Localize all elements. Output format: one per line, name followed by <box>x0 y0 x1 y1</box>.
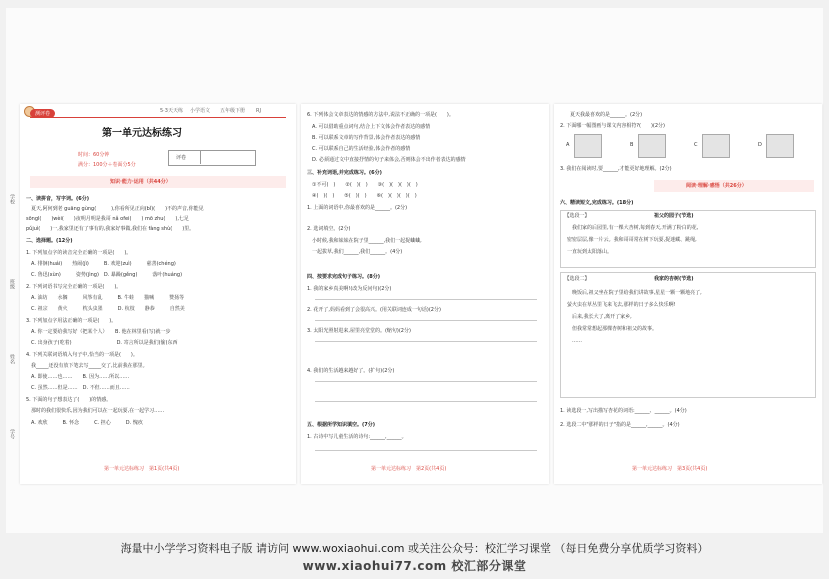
passage-title-1: 祖父的园子(节选) <box>654 213 694 219</box>
q-line: 五、根据所学知识填空。(7分) <box>307 422 376 428</box>
answer-line <box>315 450 537 451</box>
q-line: 密密层层,像一片云。我和哥哥常在树下玩耍,捉迷藏、跳绳, <box>562 237 697 243</box>
page-footer: 第一单元达标练习 第2页(共4页) <box>371 466 447 472</box>
q-line: 2. 下列词语书写完全正确的一项是( )。 <box>26 284 122 290</box>
page-footer: 第一单元达标练习 第1页(共4页) <box>104 466 180 472</box>
q-line: 4. 我们的生活越来越好了。(扩句)(2分) <box>307 368 395 374</box>
q-line: C. 可以联系自己的生活经验,体会作者的感情 <box>307 146 411 152</box>
q-line: 小时候,我和妹妹在院子里______,我们一起捉蛐蛐, <box>307 238 422 244</box>
q-line: 六、精读短文,完成练习。(18分) <box>560 200 634 206</box>
option-picture <box>766 134 794 158</box>
q-line: ①不可( ) ②( )( ) ③( )( )( )( ) <box>307 182 418 188</box>
q-line: D. 必须通过文中直接抒情的句子来体会,否则体会不出作者表达的感情 <box>307 157 466 163</box>
q-line: 后来,我长大了,离开了家乡, <box>562 314 632 320</box>
score-box-divider <box>200 150 201 164</box>
q-line: 但我常常想起那棵杏树和祖父的故事。 <box>562 326 658 332</box>
answer-line <box>315 320 537 321</box>
q-line: 1. 古诗中写儿童生活的诗句:______,______。 <box>307 434 407 440</box>
q-line: C. 虽然……但是…… D. 不但……而且…… <box>26 385 130 391</box>
q-line: B. 可以联系文章的写作背景,体会作者表达的感情 <box>307 135 421 141</box>
q-line: 【选段二】 <box>562 276 590 282</box>
answer-line <box>315 381 537 382</box>
score-box-label: 评卷 <box>176 155 187 161</box>
q-line: 6. 下列体会文章表达的情感的方法中,说法不正确的一项是( )。 <box>307 112 454 118</box>
option-label: B <box>630 142 634 148</box>
answer-line <box>315 299 537 300</box>
option-picture <box>702 134 730 158</box>
q-line: 那时的我们很快乐,因为我们可以在一起玩耍,在一起学习…… <box>26 408 165 414</box>
test-badge: 测评卷 <box>30 109 55 118</box>
watermark-text: www.xiaohui77.com 校汇部分课堂 <box>302 559 527 573</box>
answer-line <box>315 401 537 402</box>
q-line: 2. 选段二中"那样的日子"指的是______,______。(4分) <box>560 422 680 428</box>
header-grade: 五年级下册 <box>220 108 246 114</box>
section-band-title: 阅读·理解·感悟（共26分） <box>686 183 747 189</box>
q-line: A. 油坊 水搁 风筝有乱 B. 牛蛙 猫喊 赞扬等 <box>26 295 185 301</box>
time-limit: 时间：60分钟 <box>78 152 110 158</box>
q-line: A. 你一定要给我写好（把某个人） B. 他在林里看(写)就一步 <box>26 329 171 335</box>
q-line: A. 即使……也…… B. 因为……所以…… <box>26 374 130 380</box>
q-line: 4. 下列关联词语填入句子中,恰当的一项是( )。 <box>26 352 138 358</box>
q-line: …… <box>562 338 583 344</box>
q-line: pǔjuì( )一,我家里还有了事有的,我家好事做,我们在 fàng shù( )里。 <box>26 226 195 232</box>
q-line: 萤火虫在草丛里飞来飞去,那样的日子多么快乐啊! <box>562 302 676 308</box>
option-picture <box>574 134 602 158</box>
q-line: 【选段一】 <box>562 213 590 219</box>
q-line: 2. 下面哪一幅图画与课文内容相符?( )(2分) <box>560 123 665 129</box>
q-line: 我_____还没有放下笔去写_____交了,比前我在那里。 <box>26 363 148 369</box>
q-line: C. 出身孩子(吃着) D. 寄言所以是我们(偷)东西 <box>26 340 178 346</box>
answer-line <box>315 341 537 342</box>
q-line: A. 欢欣 B. 怀念 C. 担心 D. 愧疚 <box>26 420 143 426</box>
q-line: 我们家的后园里,有一棵大杏树,每到春天,开满了粉白的花, <box>562 225 699 231</box>
header-edition: RJ <box>256 108 261 114</box>
exam-page-3 <box>554 104 822 484</box>
q-line: 晚饭后,祖父坐在院子里给我们讲故事,星星一颗一颗地亮了, <box>562 290 702 296</box>
q-line: 四、按要求完成句子练习。(8分) <box>307 274 381 280</box>
q-line: 2. 花开了,妈妈看到了会很高兴。(用关联词连成一句话)(2分) <box>307 307 441 313</box>
q-line: 1. 读选段一,写出描写杏花的词语:______、______。(4分) <box>560 408 687 414</box>
q-line: 一起拔草,我们______,我们______。(4分) <box>307 249 403 255</box>
q-line: 1. 我的家乡真美啊!(改为反问句)(2分) <box>307 286 392 292</box>
option-label: D <box>758 142 762 148</box>
full-score: 满分：100分＋卷面分5分 <box>78 162 136 168</box>
q-line: 三、补充词语,并完成练习。(6分) <box>307 170 382 176</box>
q-line: 二、选择题。(12分) <box>26 238 73 244</box>
side-label-number: 学号 <box>9 429 15 439</box>
q-line: 夏天我最喜欢的是______。(2分) <box>560 112 643 118</box>
exam-page-2 <box>301 104 549 484</box>
q-line: 1. 上面的词语中,你最喜欢的是______。(2分) <box>307 205 408 211</box>
q-line: 一直玩到太阳落山。 <box>562 249 613 255</box>
q-line: 2. 选词填空。(2分) <box>307 226 351 232</box>
q-line: 1. 下列加点字的读音完全正确的一项是( )。 <box>26 250 132 256</box>
promo-caption: 海量中小学学习资料电子版 请访问 www.woxiaohui.com 或关注公众号：校汇学习课堂 （每日免费分享优质学习资料） <box>120 542 709 555</box>
page-footer: 第一单元达标练习 第3页(共4页) <box>632 466 708 472</box>
side-label-name: 姓名 <box>9 354 15 364</box>
q-line: 一、读拼音，写字词。(6分) <box>26 196 90 202</box>
q-line: ④( )( ) ⑤( )( ) ⑥( )( )( )( ) <box>307 193 417 199</box>
page-title: 第一单元达标练习 <box>102 128 182 139</box>
option-label: C <box>694 142 698 148</box>
q-line: 3. 我们在阅读时,要______,才能更好地理解。(2分) <box>560 166 672 172</box>
passage-title-2: 我家的杏树(节选) <box>654 276 694 282</box>
q-line: A. 可以借助重点词句,结合上下文体会作者表达的感情 <box>307 124 431 130</box>
q-line: 夏天,阿何到老 guāng gùnɡ( ),你看所见正向(bǐ)( )不的声音,你能见 <box>26 206 204 212</box>
scanned-sheet <box>6 8 823 533</box>
q-line: 5. 下面的句子想表达了( )的情感。 <box>26 397 112 403</box>
side-label-class: 班级 <box>9 279 15 289</box>
exam-page-1 <box>9 104 296 484</box>
header-rule <box>30 117 286 118</box>
option-picture <box>638 134 666 158</box>
section-band-title: 知识·能力·运用（共44分） <box>110 179 171 185</box>
q-line: A. 徘徊(huái) 热闹(jì) B. 欢迎(zuì) 慈善(chéng) <box>26 261 176 267</box>
q-line: 3. 太阳光照射进来,屋里亮堂堂的。(缩句)(2分) <box>307 328 411 334</box>
option-label: A <box>566 142 570 148</box>
q-line: C. 鲁迅(xùn) 姿势(jìng) D. 暴躁(gěng) 落叶(huáng) <box>26 272 183 278</box>
q-line: C. 祖宗 黄火 枕头虫墨 D. 杭枝 静恭 自然美 <box>26 306 185 312</box>
header-series: 5·3天天练 <box>160 108 183 114</box>
q-line: sōngl( )wèi( )夜明月明是我哥 nǎ ofei( ) mō zhu( ),七足 <box>26 216 189 222</box>
side-label-school: 学校 <box>9 194 15 204</box>
q-line: 3. 下列加点字用法正确的一项是( )。 <box>26 318 117 324</box>
header-subject: 小学语文 <box>190 108 211 114</box>
